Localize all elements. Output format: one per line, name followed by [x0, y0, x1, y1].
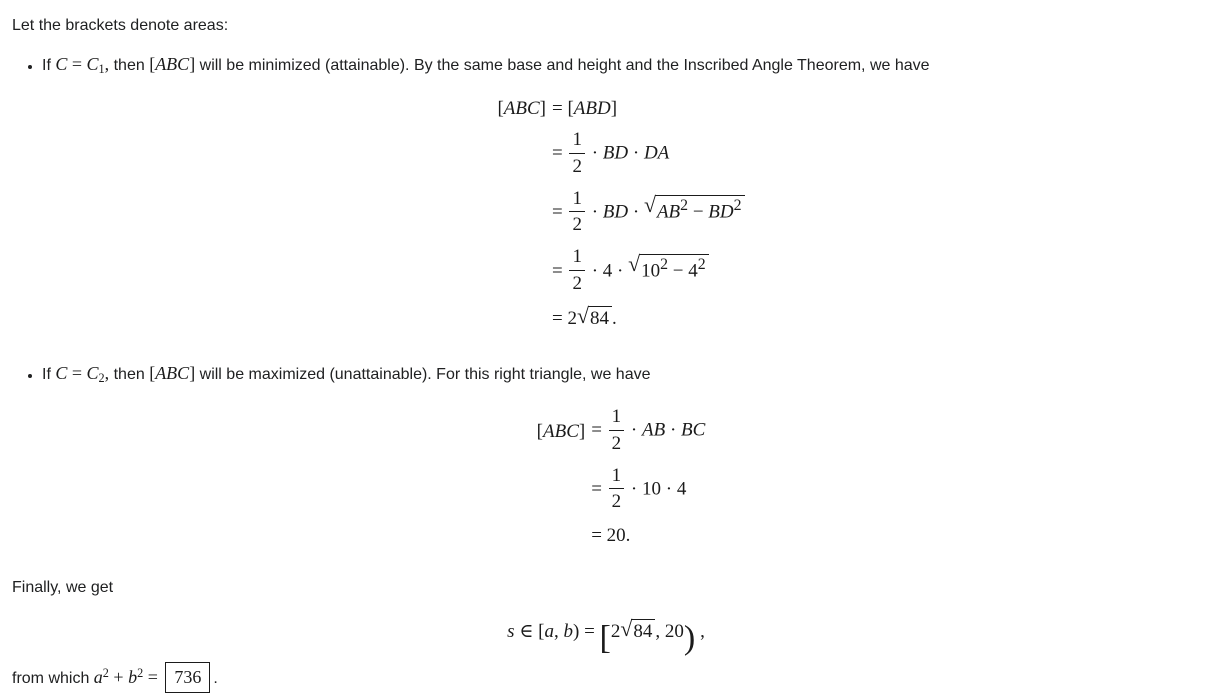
equation-rhs: = 20.	[591, 524, 631, 546]
text-run: will be minimized (attainable). By the same base and height and the Inscribed Angle Theorem, we have	[195, 57, 930, 75]
equation-rhs: = $\frac{1}{2}$ · $4 \cdot √10^2 - 4^2$	[546, 243, 745, 302]
inline-math: [ABC]	[149, 363, 196, 384]
equation-row	[497, 301, 744, 336]
inline-math: [ABC]	[149, 54, 196, 75]
equation-rhs: = 2√84 .	[551, 304, 617, 330]
inline-math: $a^2 + b^2$ =	[93, 665, 158, 687]
equation-lhs	[497, 184, 546, 243]
text-run: from which	[12, 669, 94, 687]
final-equation-block	[12, 616, 1200, 657]
equation-block-case1	[42, 93, 1200, 336]
big-delimiter: )	[683, 619, 696, 657]
equation-rhs: = $\frac{1}{2}$ · AB · BC	[591, 405, 706, 454]
square-root: √84	[620, 619, 655, 644]
equation-block-case2	[42, 402, 1200, 551]
equation-table	[537, 402, 706, 551]
fraction: $\frac{1}{2}$	[609, 406, 625, 455]
inline-math: $C = C_1$,	[55, 54, 110, 77]
square-root: √84	[577, 306, 612, 331]
text-run: will be maximized (unattainable). For this right triangle, we have	[195, 366, 651, 384]
bullet-item-case2	[42, 360, 1200, 552]
equation-row	[537, 520, 706, 552]
fraction: $\frac{1}{2}$	[569, 188, 585, 237]
equation-table	[497, 93, 744, 336]
fraction: $\frac{1}{2}$	[569, 129, 585, 178]
fraction: $\frac{1}{2}$	[569, 246, 585, 295]
big-delimiter: [	[599, 619, 611, 657]
bullet-text-case2	[42, 360, 1200, 386]
equation-rhs: = [ABD]	[551, 98, 618, 120]
equation-rhs: = $\frac{1}{2}$ · BD · DA	[551, 128, 670, 177]
boxed-answer: 736	[165, 662, 210, 693]
inline-math: $C = C_2$,	[55, 363, 110, 386]
text-run: If	[42, 366, 56, 384]
equation-row	[537, 402, 706, 461]
text-run: then	[109, 366, 150, 384]
square-root: $√AB^2 - BD^2$	[644, 195, 745, 224]
equation-lhs	[537, 461, 586, 520]
finally-text: Finally, we get	[12, 578, 114, 596]
text-run: then	[109, 57, 150, 75]
fraction: $\frac{1}{2}$	[609, 465, 625, 514]
equation-row	[497, 184, 744, 243]
equation-rhs: = $\frac{1}{2}$ · 10 · 4	[591, 464, 687, 513]
bullet-list	[12, 51, 1200, 552]
equation-row	[497, 93, 744, 125]
conclusion-text	[12, 662, 1200, 693]
final-equation: s ∈ [a, b) = [2√84 , 20) ,	[507, 616, 705, 657]
equation-lhs: [ABC]	[497, 98, 546, 120]
bullet-text-case1	[42, 51, 1200, 77]
equation-lhs	[497, 243, 546, 302]
equation-lhs	[537, 520, 586, 552]
equation-row	[497, 125, 744, 184]
intro-text: Let the brackets denote areas:	[12, 17, 229, 34]
square-root: $√10^2 - 4^2$	[628, 254, 709, 283]
text-run: If	[42, 57, 56, 75]
text-run: .	[213, 669, 218, 687]
equation-row	[497, 243, 744, 302]
bullet-item-case1	[42, 51, 1200, 336]
equation-lhs	[497, 301, 546, 336]
equation-rhs: = $\frac{1}{2}$ · BD · $√AB^2 - BD^2$	[546, 184, 745, 243]
equation-lhs	[497, 125, 546, 184]
equation-lhs: [ABC]	[536, 420, 586, 442]
equation-row	[537, 461, 706, 520]
